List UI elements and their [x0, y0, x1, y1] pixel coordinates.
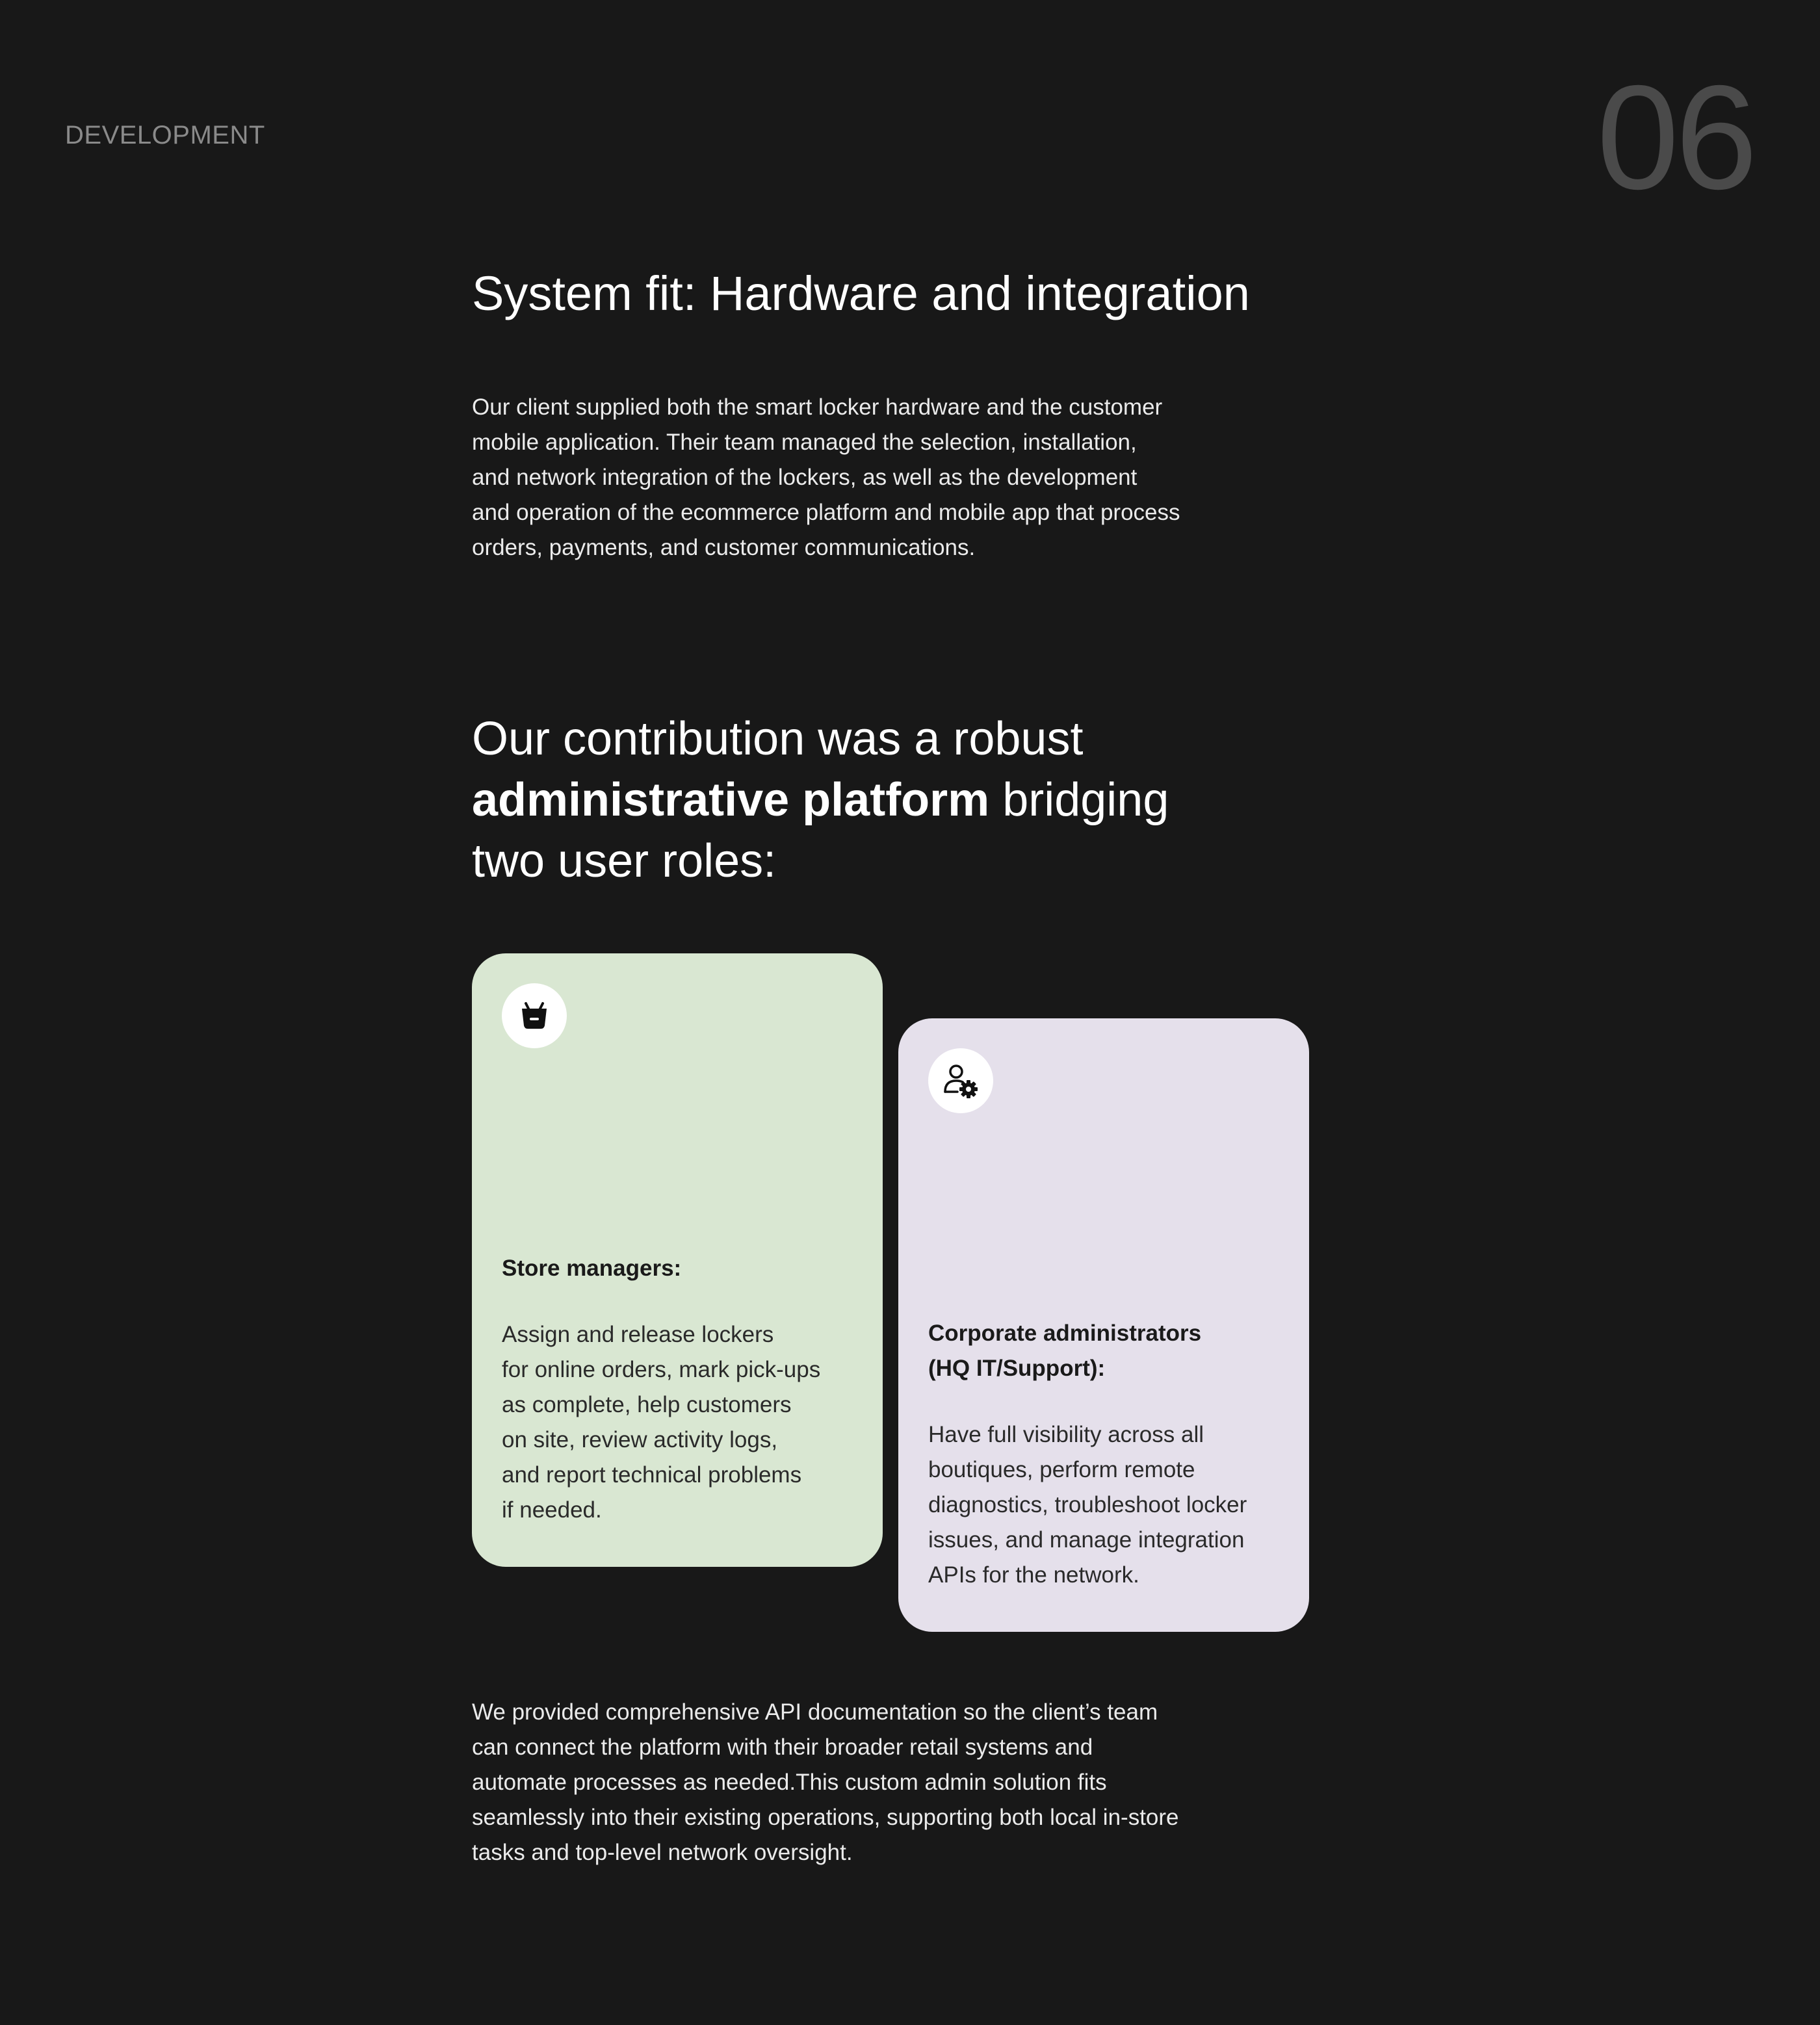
user-settings-icon: [928, 1048, 993, 1113]
outro-line: automate processes as needed.This custom admin solution fits: [472, 1770, 1107, 1795]
outro-paragraph: [472, 1695, 1239, 1870]
role-title: [502, 1251, 857, 1286]
role-title-line: (HQ IT/Support):: [928, 1356, 1106, 1381]
role-description-line: and report technical problems: [502, 1462, 802, 1488]
section-number: 06: [1596, 55, 1754, 220]
role-description-line: as complete, help customers: [502, 1392, 792, 1417]
intro-line: and network integration of the lockers, as well as the development: [472, 465, 1138, 490]
headline-line-2: [472, 769, 1252, 831]
outro-line: tasks and top-level network oversight.: [472, 1840, 853, 1865]
role-title-line: Corporate administrators: [928, 1321, 1202, 1346]
store-managers-card: [472, 953, 883, 1567]
headline-continuation: bridging: [989, 774, 1169, 826]
shopping-basket-icon: [502, 983, 567, 1048]
corporate-administrators-card: [898, 1018, 1309, 1632]
corporate-administrators-text: [928, 1316, 1283, 1593]
role-description-line: APIs for the network.: [928, 1562, 1139, 1588]
page-title: System fit: Hardware and integration: [472, 266, 1250, 320]
intro-line: orders, payments, and customer communications.: [472, 535, 976, 560]
role-description-line: diagnostics, troubleshoot locker: [928, 1492, 1247, 1517]
role-description-line: issues, and manage integration: [928, 1527, 1245, 1553]
role-description-line: if needed.: [502, 1497, 602, 1523]
outro-line: seamlessly into their existing operations, supporting both local in-store: [472, 1805, 1179, 1830]
intro-line: mobile application. Their team managed the selection, installation,: [472, 430, 1137, 455]
contribution-headline: [472, 708, 1252, 892]
intro-paragraph: [472, 390, 1239, 565]
outro-line: can connect the platform with their broader retail systems and: [472, 1735, 1093, 1760]
role-title: [928, 1316, 1283, 1386]
intro-line: and operation of the ecommerce platform and mobile app that process: [472, 500, 1180, 525]
section-label: DEVELOPMENT: [65, 121, 265, 149]
role-description-line: Assign and release lockers: [502, 1322, 774, 1347]
role-description-line: Have full visibility across all: [928, 1422, 1204, 1447]
role-description: [502, 1317, 857, 1528]
store-managers-text: [502, 1251, 857, 1528]
role-description: [928, 1417, 1283, 1593]
intro-line: Our client supplied both the smart locker hardware and the customer: [472, 394, 1163, 420]
headline-emphasis: administrative platform: [472, 774, 990, 826]
role-description-line: for online orders, mark pick-ups: [502, 1357, 821, 1382]
role-description-line: on site, review activity logs,: [502, 1427, 778, 1452]
role-title-line: Store managers:: [502, 1256, 682, 1281]
headline-line-3: two user roles:: [472, 835, 777, 887]
headline-line-1: Our contribution was a robust: [472, 713, 1084, 765]
outro-line: We provided comprehensive API documentation so the client’s team: [472, 1699, 1158, 1725]
role-description-line: boutiques, perform remote: [928, 1457, 1195, 1482]
